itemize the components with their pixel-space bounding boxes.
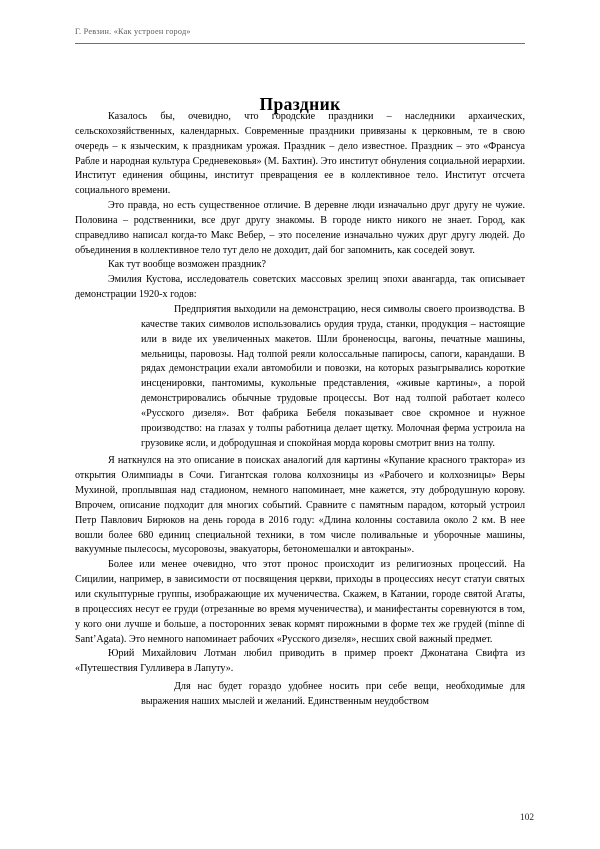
page-number: 102 bbox=[520, 813, 534, 823]
paragraph: Юрий Михайлович Лотман любил приводить в пример проект Джонатана Свифта из «Путешествия Гулливера в Лапуту». bbox=[75, 648, 525, 675]
header-rule bbox=[75, 43, 525, 44]
running-head: Г. Ревзин. «Как устроен город» bbox=[75, 27, 191, 36]
body-text-column bbox=[75, 110, 525, 710]
paragraph: Я наткнулся на это описание в поисках аналогий для картины «Купание красного трактора» из открытия Олимпиады в Сочи. Гигантская голова колхозницы из «Рабочего и колхозницы» Веры Мухиной, проплывшая над стадионом, немного напоминает, мне кажется, эту добродушную корову. Впрочем, описание подходит для многих событий. Сравните с памятным парадом, который устроил Петр Павлович Бирюков на день города в 2016 году: «Длина колонны составила около 2 км. В нее вошли более 680 единиц специальной техники, в том числе поливальные и уборочные машины, вакуумные пылесосы, мусоровозы, эвакуаторы, бетономешалки и автокраны». bbox=[75, 455, 525, 556]
page-title: Праздник bbox=[259, 93, 341, 114]
paragraph: Более или менее очевидно, что этот пронос происходит из религиозных процессий. На Сицилии, например, в зависимости от посвящения церкви, приходы в процессиях несут статуи святых или скульптурные группы, изображающие их мученичества. Скажем, в Катании, городе святой Агаты, в процессиях несут ее груди (отрезанные во время мученичества), и манифестанты соревнуются в том, у кого они лучше и больше, а посторонних зевак кормят пирожными в форме тех же грудей (minne di Sant’Agata). Это немного напоминает рабочих «Русского дизеля», несших свой важный предмет. bbox=[75, 559, 525, 645]
paragraph: Как тут вообще возможен праздник? bbox=[108, 259, 267, 271]
paragraph: Казалось бы, очевидно, что городские праздники – наследники архаических, сельскохозяйственных, календарных. Современные праздники привязаны к церковным, те в свою очередь – к языческим, к праздникам урожая. Праздник – дело известное. Праздник – это «Франсуа Рабле и народная культура Средневековья» (М. Бахтин). Это институт обнуления социальной иерархии. Институт единения общины, институт превращения ее в коллективное тело. Институт отсчета социального времени. bbox=[75, 111, 525, 197]
block-quote: Для нас будет гораздо удобнее носить при себе вещи, необходимые для выражения наших мыслей и желаний. Единственным неудобством bbox=[141, 681, 525, 707]
block-quote: Предприятия выходили на демонстрацию, неся символы своего производства. В качестве таких символов использовались орудия труда, станки, продукция – настоящие или в виде их увеличенных макетов. Шли броненосцы, вагоны, печатные машины, мельницы, паровозы. Над толпой реяли колоссальные папиросы, сапоги, карандаши. В рядах демонстрации ехали автомобили и повозки, на которых разыгрывались короткие инсценировки, пантомимы, кукольные представления, «живые картины», а порой демонстрировались обычные трудовые процессы. Вот над толпой работает колесо «Русского дизеля». Вот фабрика Бебеля показывает свое скромное и нужное производство: на глазах у толпы работница делает щетку. Молочная ферма устроила на грузовике ясли, и добродушная и спокойная морда коровы смотрит вниз на толпу. bbox=[141, 303, 525, 449]
paragraph: Это правда, но есть существенное отличие. В деревне люди изначально друг другу не чужие. Половина – родственники, все друг другу знакомы. В городе никто никого не знает. Город, как справедливо написал когда-то Макс Вебер, – это поселение изначально чужих друг другу людей. До объединения в коллективное тело тут дело не доходит, дай бог запомнить, как соседей зовут. bbox=[75, 200, 525, 256]
paragraph: Эмилия Кустова, исследователь советских массовых зрелищ эпохи авангарда, так описывает демонстрации 1920-х годов: bbox=[75, 274, 525, 301]
